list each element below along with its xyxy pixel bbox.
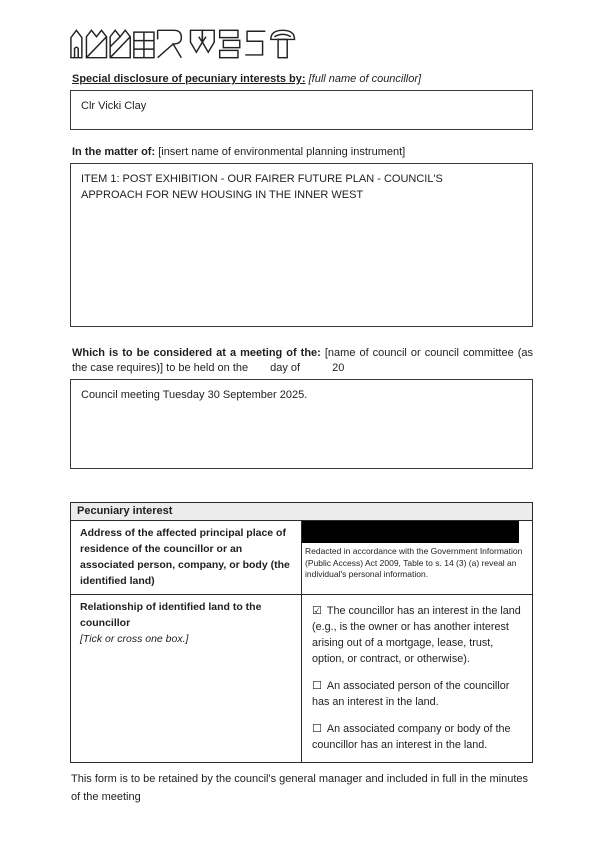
retention-note: This form is to be retained by the council's general manager and included in full in the minutes of the meeting <box>71 773 529 803</box>
checkbox-unchecked-icon: ☐ <box>312 722 322 736</box>
relationship-options-cell <box>302 595 533 763</box>
option-associated-company <box>312 721 524 754</box>
meeting-heading-bold: Which is to be considered at a meeting of the: <box>72 346 325 359</box>
month-blank <box>300 370 332 371</box>
year-prefix: 20 <box>332 361 345 374</box>
day-of-label: day of <box>270 361 301 374</box>
disclosure-heading-bracket: [full name of councillor] <box>308 73 422 85</box>
pecuniary-interest-header: Pecuniary interest <box>71 503 533 521</box>
inner-west-logo <box>70 28 533 60</box>
tick-instruction: [Tick or cross one box.] <box>80 632 189 645</box>
option-councillor-interest <box>312 603 524 668</box>
option-text: An associated company or body of the councillor has an interest in the land. <box>312 723 511 752</box>
option-text: The councillor has an interest in the land (e.g., is the owner or has another interest arising out of a mortgage, lease, trust, option, or contract, or otherwise). <box>312 605 521 666</box>
option-associated-person <box>312 678 524 711</box>
matter-heading <box>72 145 533 160</box>
address-row <box>71 521 533 595</box>
matter-field <box>70 163 533 327</box>
matter-value: ITEM 1: POST EXHIBITION - OUR FAIRER FUTURE PLAN - COUNCIL'S APPROACH FOR NEW HOUSING IN THE INNER WEST <box>81 172 443 201</box>
redaction-note: Redacted in accordance with the Government Information (Public Access) Act 2009, Table to s. 14 (3) (a) reveal an individual's personal information. <box>305 546 523 580</box>
matter-heading-bracket: [insert name of environmental planning instrument] <box>158 145 406 158</box>
relationship-label: Relationship of identified land to the councillor <box>80 601 262 630</box>
checkbox-unchecked-icon: ☐ <box>312 679 322 693</box>
meeting-heading <box>72 346 533 376</box>
checkbox-checked-icon: ☑ <box>312 604 322 618</box>
relationship-row <box>71 595 533 763</box>
councillor-name-field <box>70 90 533 130</box>
table-header-row <box>71 503 533 521</box>
meeting-heading-rest: [name of council or council committee (as the case requires)] to be held on the <box>72 346 533 374</box>
meeting-value: Council meeting Tuesday 30 September 2025. <box>81 389 308 402</box>
relationship-label-cell <box>71 595 302 763</box>
disclosure-heading-bold: Special disclosure of pecuniary interests by: <box>72 73 306 85</box>
day-blank <box>248 370 270 371</box>
redaction-bar <box>302 521 519 543</box>
address-label: Address of the affected principal place of residence of the councillor or an associated person, company, or body (the identified land) <box>71 521 302 595</box>
matter-heading-bold: In the matter of: <box>72 145 156 158</box>
meeting-field <box>70 379 533 469</box>
inner-west-logo-icon <box>70 28 300 60</box>
councillor-name-value: Clr Vicki Clay <box>81 99 147 112</box>
pecuniary-interest-table <box>70 502 533 763</box>
disclosure-heading <box>72 72 533 87</box>
option-text: An associated person of the councillor has an interest in the land. <box>312 680 510 709</box>
address-value-cell <box>302 521 533 595</box>
